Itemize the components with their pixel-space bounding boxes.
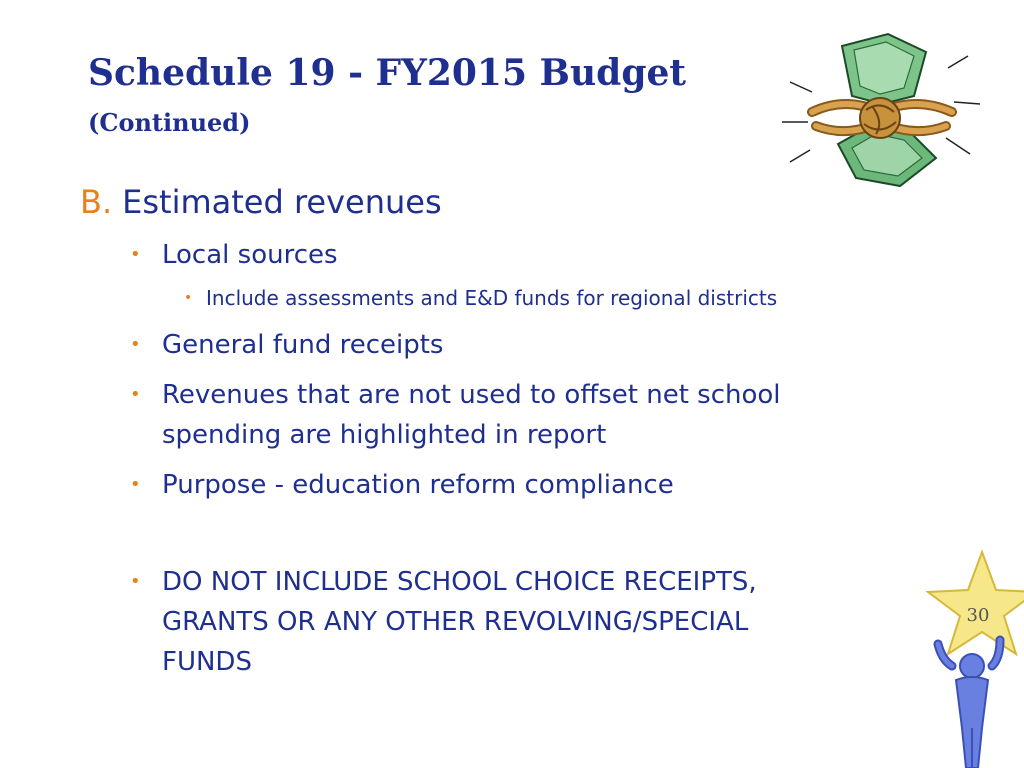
bullet-glyph: • xyxy=(130,474,141,495)
bullet-text-line1: DO NOT INCLUDE SCHOOL CHOICE RECEIPTS, xyxy=(162,567,757,597)
section-heading xyxy=(80,182,442,222)
star-figure-icon xyxy=(904,548,1024,768)
bullet-text: Include assessments and E&D funds for regional districts xyxy=(206,286,778,310)
slide-subtitle: (Continued) xyxy=(88,108,251,137)
bullet-text-line1: Revenues that are not used to offset net school xyxy=(162,380,781,410)
slide-title: Schedule 19 - FY2015 Budget xyxy=(88,52,687,94)
bullet-glyph: • xyxy=(184,290,193,306)
page-number: 30 xyxy=(966,605,990,626)
bullet-glyph: • xyxy=(130,571,141,592)
section-marker: B. xyxy=(80,183,113,221)
bullet-text: General fund receipts xyxy=(162,330,444,360)
bullet-glyph: • xyxy=(130,384,141,405)
bullet-glyph: • xyxy=(130,334,141,355)
bullet-text: Purpose - education reform compliance xyxy=(162,470,674,500)
bullet-text-line3: FUNDS xyxy=(162,647,252,677)
bullet-glyph: • xyxy=(130,244,141,265)
bullet-text-line2: spending are highlighted in report xyxy=(162,420,607,450)
bullet-text-line2: GRANTS OR ANY OTHER REVOLVING/SPECIAL xyxy=(162,607,749,637)
knotted-money-icon xyxy=(776,26,988,192)
bullet-text: Local sources xyxy=(162,240,338,270)
section-label: Estimated revenues xyxy=(122,183,442,221)
